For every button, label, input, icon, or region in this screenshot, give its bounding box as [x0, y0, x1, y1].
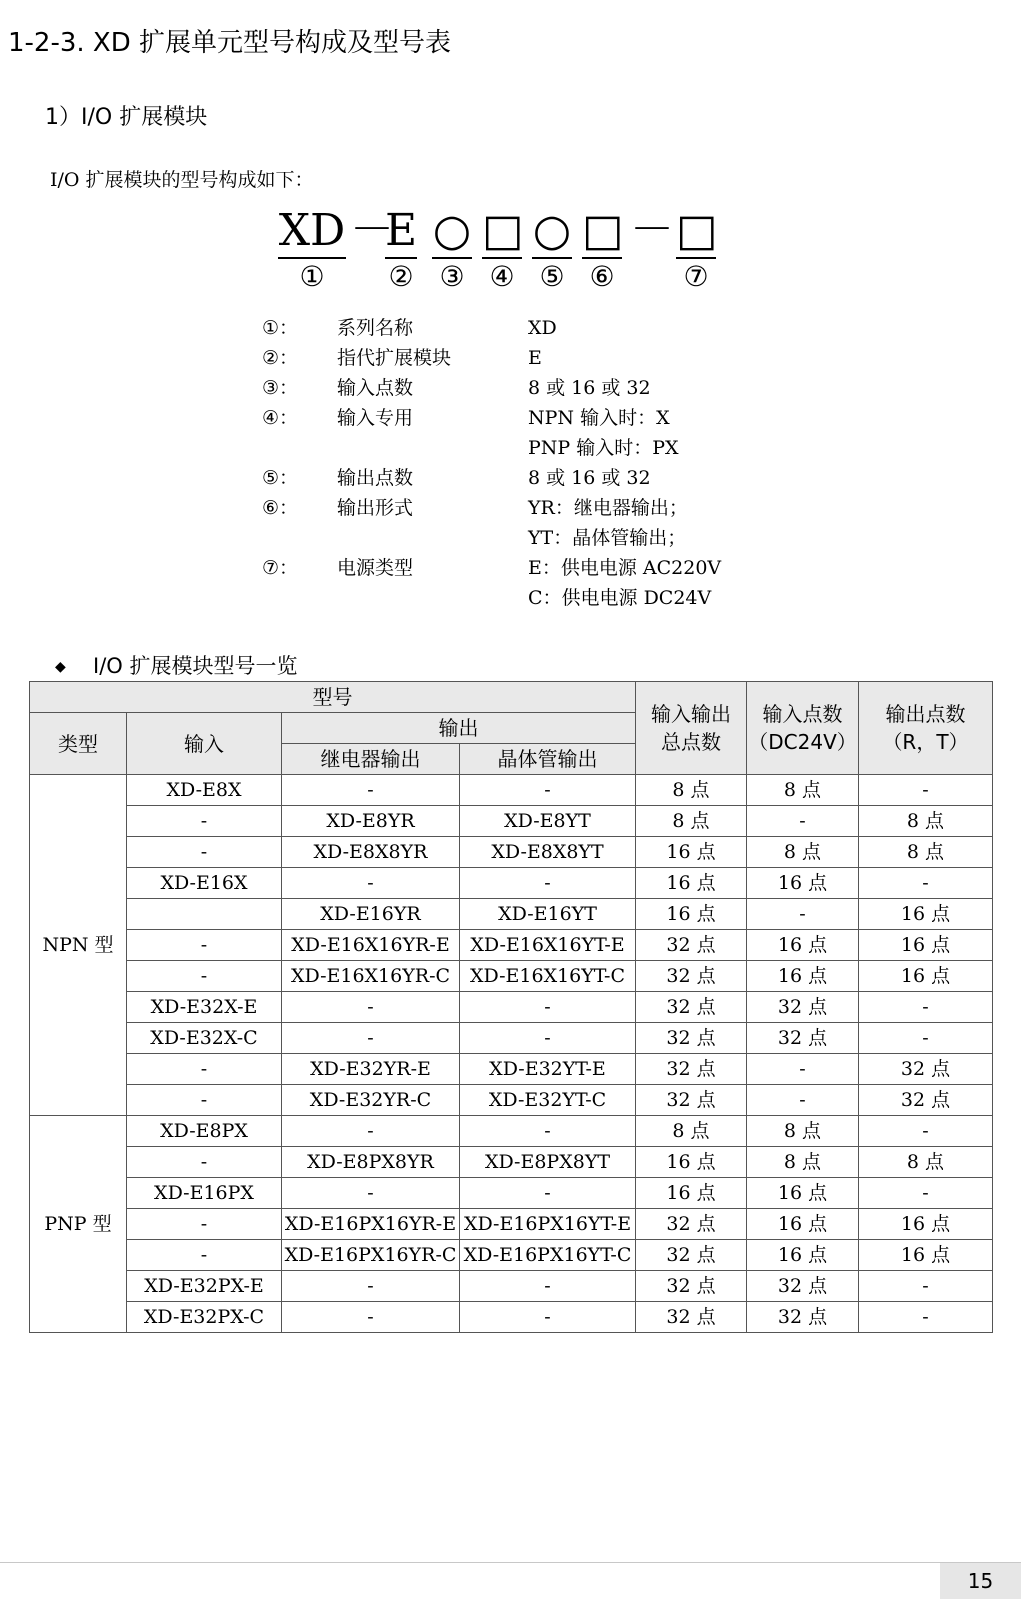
- table-cell: XD-E16PX16YR-E: [282, 1209, 460, 1240]
- code-segment-e: E: [385, 205, 417, 259]
- table-cell: -: [859, 1023, 993, 1054]
- header-input: 输入: [127, 713, 282, 775]
- footer-divider: [0, 1562, 1021, 1563]
- definition-name: 指代扩展模块: [337, 347, 452, 369]
- table-row: [30, 1302, 993, 1333]
- table-row: [30, 1147, 993, 1178]
- table-cell: XD-E32YT-C: [460, 1085, 636, 1116]
- table-cell: -: [282, 1116, 460, 1147]
- table-cell: 8 点: [747, 1147, 859, 1178]
- definition-value: 8 或 16 或 32: [528, 467, 651, 489]
- table-cell: 32 点: [636, 1054, 747, 1085]
- table-cell: 16 点: [636, 1147, 747, 1178]
- table-cell: XD-E32PX-C: [127, 1302, 282, 1333]
- header-total-points: [636, 682, 747, 775]
- header-output: 输出: [282, 713, 636, 744]
- definition-value: YR：继电器输出；: [528, 497, 688, 519]
- header-input-points: [747, 682, 859, 775]
- table-cell: XD-E16X16YR-C: [282, 961, 460, 992]
- header-total-line2: 总点数: [661, 730, 721, 754]
- table-cell: XD-E16PX16YT-E: [460, 1209, 636, 1240]
- table-cell: XD-E8PX8YT: [460, 1147, 636, 1178]
- table-cell: XD-E32YR-E: [282, 1054, 460, 1085]
- table-cell: -: [127, 837, 282, 868]
- table-cell: -: [127, 1054, 282, 1085]
- table-cell: -: [460, 775, 636, 806]
- table-cell: -: [282, 1302, 460, 1333]
- table-cell: -: [747, 899, 859, 930]
- definition-value: C：供电电源 DC24V: [528, 587, 712, 609]
- table-cell: [127, 899, 282, 930]
- table-cell: -: [460, 992, 636, 1023]
- header-total-line1: 输入输出: [651, 702, 731, 726]
- code-number: ⑥: [589, 260, 615, 293]
- header-model: 型号: [30, 682, 636, 713]
- code-number: ④: [489, 260, 515, 293]
- definition-marker: ⑤：: [262, 467, 299, 489]
- table-cell: -: [859, 1178, 993, 1209]
- table-cell: -: [859, 1271, 993, 1302]
- table-cell: XD-E16YT: [460, 899, 636, 930]
- table-row: [30, 961, 993, 992]
- table-cell: -: [127, 1085, 282, 1116]
- table-cell: 16 点: [636, 868, 747, 899]
- table-cell: 32 点: [636, 1023, 747, 1054]
- code-segment-output-type: □: [582, 205, 622, 259]
- code-segment-input-count: ○: [432, 205, 472, 259]
- header-output-points-line1: 输出点数: [885, 702, 966, 726]
- table-cell: XD-E16X16YT-E: [460, 930, 636, 961]
- table-cell: 16 点: [859, 899, 993, 930]
- table-cell: XD-E16X16YR-E: [282, 930, 460, 961]
- table-cell: -: [859, 868, 993, 899]
- table-cell: 8 点: [747, 1116, 859, 1147]
- table-cell: 32 点: [747, 1302, 859, 1333]
- table-cell: XD-E8X8YR: [282, 837, 460, 868]
- table-cell: 16 点: [859, 1209, 993, 1240]
- table-cell: 32 点: [636, 1271, 747, 1302]
- table-cell: XD-E8X8YT: [460, 837, 636, 868]
- table-cell: XD-E32YR-C: [282, 1085, 460, 1116]
- code-segment-output-count: ○: [532, 205, 572, 259]
- table-cell: 8 点: [636, 775, 747, 806]
- table-cell: XD-E8PX8YR: [282, 1147, 460, 1178]
- header-transistor-output: 晶体管输出: [460, 744, 636, 775]
- definition-marker: ④：: [262, 407, 299, 429]
- table-cell: -: [859, 1116, 993, 1147]
- table-row: [30, 1116, 993, 1147]
- definition-name: 输出形式: [337, 497, 414, 519]
- table-cell: 32 点: [636, 961, 747, 992]
- table-cell: XD-E8YR: [282, 806, 460, 837]
- bullet-diamond-icon: ◆: [55, 659, 66, 675]
- table-row: [30, 1271, 993, 1302]
- table-row: [30, 992, 993, 1023]
- table-cell: -: [859, 1302, 993, 1333]
- table-row: [30, 837, 993, 868]
- page-number: 15: [940, 1563, 1021, 1599]
- table-cell: -: [460, 1023, 636, 1054]
- header-type: 类型: [30, 713, 127, 775]
- type-cell: NPN 型: [30, 775, 127, 1116]
- table-title-text: I/O 扩展模块型号一览: [93, 654, 298, 678]
- definition-name: 系列名称: [337, 317, 414, 339]
- table-row: [30, 806, 993, 837]
- table-cell: -: [282, 775, 460, 806]
- table-cell: 8 点: [859, 1147, 993, 1178]
- table-cell: 16 点: [747, 1240, 859, 1271]
- table-cell: 8 点: [747, 775, 859, 806]
- header-relay-output: 继电器输出: [282, 744, 460, 775]
- definition-value: E：供电电源 AC220V: [528, 557, 722, 579]
- model-code-diagram: [0, 205, 1021, 295]
- table-title: [55, 650, 297, 680]
- table-cell: -: [859, 992, 993, 1023]
- table-cell: 16 点: [747, 1178, 859, 1209]
- table-row: [30, 1178, 993, 1209]
- table-cell: -: [282, 992, 460, 1023]
- definition-value: PNP 输入时：PX: [528, 437, 679, 459]
- table-cell: 32 点: [636, 1240, 747, 1271]
- definition-marker: ③：: [262, 377, 299, 399]
- table-cell: -: [282, 1271, 460, 1302]
- header-input-points-line2: （DC24V）: [748, 730, 857, 754]
- table-row: [30, 1054, 993, 1085]
- code-segment-power: □: [676, 205, 716, 259]
- table-cell: XD-E8PX: [127, 1116, 282, 1147]
- table-cell: 16 点: [636, 899, 747, 930]
- table-row: [30, 775, 993, 806]
- table-cell: -: [460, 1271, 636, 1302]
- model-table: [29, 681, 993, 1333]
- table-cell: 32 点: [636, 1209, 747, 1240]
- intro-text: I/O 扩展模块的型号构成如下：: [50, 169, 314, 191]
- table-cell: 16 点: [859, 930, 993, 961]
- table-cell: 32 点: [636, 1302, 747, 1333]
- definition-marker: ⑥：: [262, 497, 299, 519]
- header-output-points: [859, 682, 993, 775]
- definition-value: 8 或 16 或 32: [528, 377, 651, 399]
- table-cell: XD-E16PX16YR-C: [282, 1240, 460, 1271]
- table-cell: XD-E16X16YT-C: [460, 961, 636, 992]
- definition-value: XD: [528, 317, 557, 339]
- definition-marker: ②：: [262, 347, 299, 369]
- code-number: ①: [299, 260, 325, 293]
- table-cell: XD-E32X-C: [127, 1023, 282, 1054]
- table-cell: -: [127, 1209, 282, 1240]
- table-cell: 32 点: [859, 1085, 993, 1116]
- table-cell: -: [460, 1178, 636, 1209]
- table-cell: 16 点: [747, 961, 859, 992]
- table-cell: -: [127, 806, 282, 837]
- table-row: [30, 930, 993, 961]
- code-dash: －: [630, 204, 674, 255]
- definition-value: E: [528, 347, 542, 369]
- table-cell: -: [127, 1240, 282, 1271]
- table-cell: XD-E32PX-E: [127, 1271, 282, 1302]
- table-cell: 16 点: [747, 1209, 859, 1240]
- table-cell: 32 点: [636, 992, 747, 1023]
- table-cell: -: [127, 961, 282, 992]
- table-cell: 32 点: [747, 992, 859, 1023]
- table-row: [30, 1023, 993, 1054]
- table-cell: -: [460, 1302, 636, 1333]
- table-cell: -: [859, 775, 993, 806]
- table-body: [30, 775, 993, 1333]
- code-number: ⑦: [683, 260, 709, 293]
- table-cell: XD-E8X: [127, 775, 282, 806]
- code-dash: －: [350, 204, 394, 255]
- table-cell: 32 点: [636, 1085, 747, 1116]
- table-cell: -: [747, 1054, 859, 1085]
- table-row: [30, 868, 993, 899]
- table-row: [30, 899, 993, 930]
- table-cell: 16 点: [747, 868, 859, 899]
- table-cell: 8 点: [859, 806, 993, 837]
- table-cell: XD-E16PX16YT-C: [460, 1240, 636, 1271]
- table-cell: 32 点: [636, 930, 747, 961]
- table-cell: -: [282, 1178, 460, 1209]
- table-cell: -: [282, 1023, 460, 1054]
- table-cell: -: [460, 1116, 636, 1147]
- table-cell: 16 点: [747, 930, 859, 961]
- table-row: [30, 1085, 993, 1116]
- table-cell: 32 点: [747, 1023, 859, 1054]
- code-segment-input-type: □: [482, 205, 522, 259]
- table-cell: 32 点: [859, 1054, 993, 1085]
- table-row: [30, 1209, 993, 1240]
- table-cell: XD-E16YR: [282, 899, 460, 930]
- definition-value: YT：晶体管输出；: [528, 527, 687, 549]
- header-output-points-line2: （R，T）: [882, 730, 969, 754]
- table-cell: -: [282, 868, 460, 899]
- definition-name: 输入点数: [337, 377, 414, 399]
- table-cell: XD-E16X: [127, 868, 282, 899]
- subsection-title: 1）I/O 扩展模块: [45, 105, 208, 130]
- code-number: ③: [439, 260, 465, 293]
- table-cell: 8 点: [747, 837, 859, 868]
- table-cell: 16 点: [859, 1240, 993, 1271]
- table-cell: 8 点: [636, 806, 747, 837]
- section-title: 1-2-3. XD 扩展单元型号构成及型号表: [8, 28, 452, 58]
- type-cell: PNP 型: [30, 1116, 127, 1333]
- definition-marker: ①：: [262, 317, 299, 339]
- table-cell: 8 点: [636, 1116, 747, 1147]
- table-cell: -: [127, 930, 282, 961]
- table-cell: XD-E8YT: [460, 806, 636, 837]
- header-input-points-line1: 输入点数: [762, 702, 843, 726]
- table-cell: XD-E32X-E: [127, 992, 282, 1023]
- definition-name: 输出点数: [337, 467, 414, 489]
- definition-name: 电源类型: [337, 557, 414, 579]
- definition-marker: ⑦：: [262, 557, 299, 579]
- code-number: ⑤: [539, 260, 565, 293]
- table-cell: 16 点: [859, 961, 993, 992]
- table-cell: -: [747, 1085, 859, 1116]
- code-number: ②: [388, 260, 414, 293]
- code-segment-series: XD: [278, 205, 346, 259]
- table-cell: XD-E16PX: [127, 1178, 282, 1209]
- table-cell: 32 点: [747, 1271, 859, 1302]
- definition-name: 输入专用: [337, 407, 414, 429]
- table-cell: 16 点: [636, 837, 747, 868]
- table-cell: 8 点: [859, 837, 993, 868]
- table-cell: -: [127, 1147, 282, 1178]
- table-row: [30, 1240, 993, 1271]
- table-cell: -: [460, 868, 636, 899]
- table-cell: 16 点: [636, 1178, 747, 1209]
- definition-value: NPN 输入时：X: [528, 407, 670, 429]
- table-cell: -: [747, 806, 859, 837]
- table-cell: XD-E32YT-E: [460, 1054, 636, 1085]
